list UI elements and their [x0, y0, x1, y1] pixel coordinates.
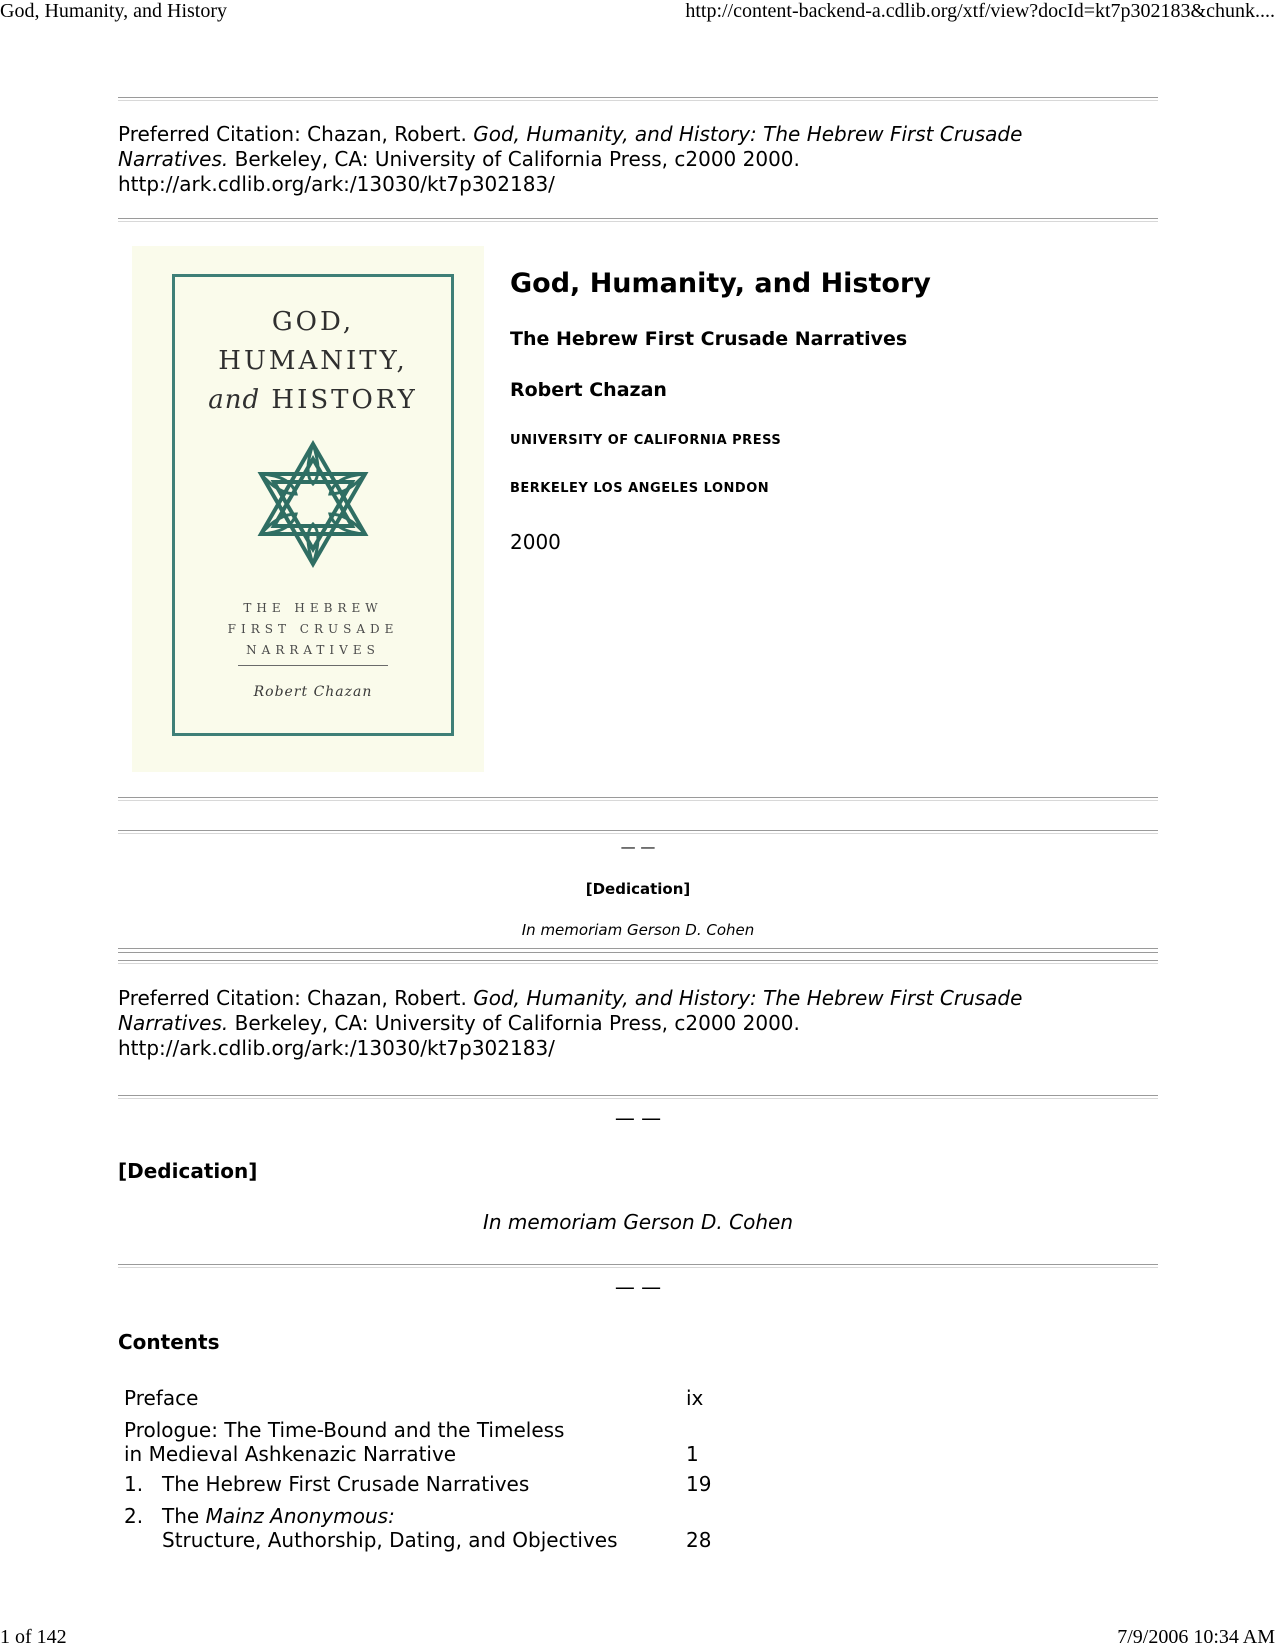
print-footer — [0, 1626, 1275, 1652]
citation-prefix: Preferred Citation: Chazan, Robert. — [118, 986, 474, 1010]
toc-entry-title[interactable]: The Hebrew First Crusade Narratives — [162, 1472, 530, 1496]
cover-title-line: and HISTORY — [208, 385, 418, 415]
cover-rule — [238, 665, 388, 666]
cover-title-line: HUMANITY, — [218, 346, 408, 376]
toc-entry-title-cont[interactable]: Structure, Authorship, Dating, and Objectives — [162, 1528, 618, 1552]
toc-entry-title[interactable]: Preface — [124, 1386, 199, 1410]
toc-entry-number: 1. — [124, 1472, 144, 1496]
cover-subtitle-line: FIRST CRUSADE — [227, 622, 399, 636]
cover-title-line: GOD, — [271, 307, 355, 337]
citation-title-cont: Narratives. — [118, 147, 229, 171]
book-subtitle: The Hebrew First Crusade Narratives — [510, 328, 908, 350]
divider — [118, 948, 1158, 953]
toc-page-number: 1 — [686, 1442, 699, 1466]
contents-heading: Contents — [118, 1330, 220, 1354]
print-header — [0, 0, 1275, 26]
preferred-citation — [118, 122, 1158, 197]
toc-page-number: ix — [686, 1386, 704, 1410]
book-cover-image — [132, 246, 484, 772]
title-block — [510, 268, 1150, 554]
citation-title: God, Humanity, and History: The Hebrew First Crusade — [473, 986, 1023, 1010]
citation-prefix: Preferred Citation: Chazan, Robert. — [118, 122, 474, 146]
section-dash: — — — [620, 838, 656, 856]
print-header-url[interactable]: http://content-backend-a.cdlib.org/xtf/view?docId=kt7p302183&chunk.... — [685, 0, 1275, 22]
preferred-citation — [118, 986, 1158, 1061]
print-footer-page: 1 of 142 — [0, 1626, 67, 1648]
print-footer-datetime: 7/9/2006 10:34 AM — [1117, 1626, 1275, 1648]
toc-entry-title-cont[interactable]: in Medieval Ashkenazic Narrative — [124, 1442, 457, 1466]
book-title: God, Humanity, and History — [510, 268, 931, 299]
book-publisher-cities: BERKELEY LOS ANGELES LONDON — [510, 481, 770, 496]
toc-entry-number: 2. — [124, 1504, 144, 1528]
section-dash: — — — [614, 1275, 662, 1299]
citation-publisher: Berkeley, CA: University of California Press, c2000 2000. — [228, 1011, 800, 1035]
cover-subtitle-line: THE HEBREW — [243, 601, 383, 615]
citation-ark-link[interactable]: http://ark.cdlib.org/ark:/13030/kt7p302183/ — [118, 1036, 555, 1060]
citation-publisher: Berkeley, CA: University of California Press, c2000 2000. — [228, 147, 800, 171]
print-header-title: God, Humanity, and History — [0, 0, 228, 22]
dedication-text: In memoriam Gerson D. Cohen — [521, 921, 755, 939]
divider — [118, 97, 1158, 101]
toc-entry-title[interactable]: Prologue: The Time-Bound and the Timeless — [124, 1418, 565, 1442]
book-year: 2000 — [510, 530, 561, 554]
toc-entry-title[interactable]: The Mainz Anonymous: — [162, 1504, 395, 1528]
toc-page-number: 19 — [686, 1472, 712, 1496]
book-author: Robert Chazan — [510, 379, 667, 401]
divider — [118, 1264, 1158, 1268]
citation-title-cont: Narratives. — [118, 1011, 229, 1035]
citation-ark-link[interactable]: http://ark.cdlib.org/ark:/13030/kt7p302183/ — [118, 172, 555, 196]
citation-title: God, Humanity, and History: The Hebrew First Crusade — [473, 122, 1023, 146]
dedication-heading: [Dedication] — [118, 1159, 258, 1183]
star-emblem-icon — [248, 434, 378, 574]
cover-subtitle-line: NARRATIVES — [246, 643, 380, 657]
section-dash: — — — [614, 1106, 662, 1130]
divider — [118, 830, 1158, 834]
dedication-heading: [Dedication] — [585, 880, 691, 898]
divider — [118, 218, 1158, 222]
cover-frame — [172, 274, 454, 736]
toc-page-number: 28 — [686, 1528, 712, 1552]
cover-title — [175, 303, 451, 420]
cover-author: Robert Chazan — [253, 684, 373, 700]
divider — [118, 1095, 1158, 1099]
divider — [118, 797, 1158, 801]
divider — [118, 960, 1158, 964]
cover-subtitle — [175, 598, 451, 661]
dedication-text: In memoriam Gerson D. Cohen — [483, 1210, 793, 1234]
book-publisher: UNIVERSITY OF CALIFORNIA PRESS — [510, 433, 782, 448]
